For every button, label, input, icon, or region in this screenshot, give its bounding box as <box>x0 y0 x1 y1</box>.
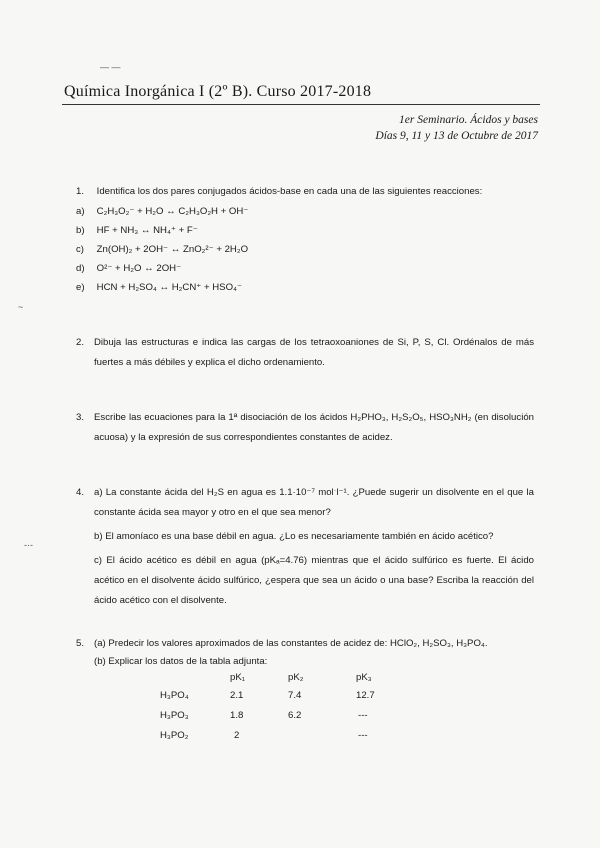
reaction-equation: HF + NH₃ ↔ NH₄⁺ + F⁻ <box>96 225 198 236</box>
scan-artifact: — — <box>100 62 121 72</box>
table-row-name: H₃PO₃ <box>160 710 189 721</box>
question-4-number: 4. <box>76 487 85 498</box>
reaction-equation: Zn(OH)₂ + 2OH⁻ ↔ ZnO₂²⁻ + 2H₂O <box>96 244 249 255</box>
reaction-b <box>76 225 198 236</box>
table-cell: 12.7 <box>356 690 375 701</box>
reaction-a <box>76 206 248 217</box>
scan-artifact: ~ <box>18 302 24 312</box>
reaction-label: e) <box>76 282 85 293</box>
reaction-label: d) <box>76 263 85 274</box>
reaction-equation: O²⁻ + H₂O ↔ 2OH⁻ <box>96 263 182 274</box>
seminar-info <box>375 112 538 144</box>
question-5a-text: (a) Predecir los valores aproximados de las constantes de acidez de: HClO₂, H₂SO₃, H₃PO₄. <box>94 638 488 649</box>
reaction-label: b) <box>76 225 85 236</box>
question-2-text: Dibuja las estructuras e indica las cargas de los tetraoxoaniones de Si, P, S, Cl. Ordénalos de más fuertes a más débiles y explica el dicho ordenamiento. <box>94 337 534 368</box>
table-header: pK₁ <box>230 672 245 683</box>
table-cell: 6.2 <box>288 710 302 721</box>
header-divider <box>62 104 540 105</box>
question-4a-text: a) La constante ácida del H₂S en agua es 1.1·10⁻⁷ molˑl⁻¹. ¿Puede sugerir un disolvente en el que la constante ácida sea mayor y otro en el que sea menor? <box>94 487 534 518</box>
question-number: 1. <box>76 186 85 197</box>
seminar-title: 1er Seminario. Ácidos y bases <box>399 114 538 126</box>
table-header: pK₃ <box>356 672 372 683</box>
table-cell: --- <box>358 730 368 741</box>
table-cell: 2 <box>234 730 240 741</box>
table-cell: 1.8 <box>230 710 244 721</box>
reaction-e <box>76 282 242 293</box>
reaction-d <box>76 263 181 274</box>
table-cell: 7.4 <box>288 690 302 701</box>
table-header: pK₂ <box>288 672 304 683</box>
table-cell: 2.1 <box>230 690 244 701</box>
seminar-dates: Días 9, 11 y 13 de Octubre de 2017 <box>375 130 538 142</box>
question-5-number: 5. <box>76 638 85 649</box>
table-row-name: H₃PO₄ <box>160 690 189 701</box>
reaction-c <box>76 244 248 255</box>
question-3-text: Escribe las ecuaciones para la 1ª disociación de los ácidos H₂PHO₃, H₂S₂O₅, HSO₃NH₂ (en disolución acuosa) y la expresión de sus correspondientes constantes de acidez. <box>94 412 534 443</box>
question-2-number: 2. <box>76 337 85 348</box>
question-4b-text: b) El amoníaco es una base débil en agua. ¿Lo es necesariamente también en ácido acético? <box>94 531 494 542</box>
question-4c-text: c) El ácido acético es débil en agua (pKₐ=4.76) mientras que el ácido sulfúrico es fuerte. El ácido acético en el disolvente ácido sulfúrico, ¿espera que sea un ácido o una base? Escriba la reacción del ácido acético con el disolvente. <box>94 555 534 606</box>
reaction-label: c) <box>76 244 84 255</box>
question-3-number: 3. <box>76 412 85 423</box>
document-title: Química Inorgánica I (2º B). Curso 2017-2018 <box>64 83 372 100</box>
question-5b-text: (b) Explicar los datos de la tabla adjunta: <box>94 656 268 667</box>
table-row-name: H₃PO₂ <box>160 730 189 741</box>
scan-artifact: -·- <box>24 540 33 550</box>
question-text: Identifica los dos pares conjugados ácidos-base en cada una de las siguientes reacciones: <box>96 186 483 197</box>
reaction-equation: HCN + H₂SO₄ ↔ H₂CN⁺ + HSO₄⁻ <box>96 282 243 293</box>
table-cell: --- <box>358 710 368 721</box>
reaction-equation: C₂H₃O₂⁻ + H₂O ↔ C₂H₃O₂H + OH⁻ <box>96 206 249 217</box>
question-1 <box>76 182 482 202</box>
reaction-label: a) <box>76 206 85 217</box>
